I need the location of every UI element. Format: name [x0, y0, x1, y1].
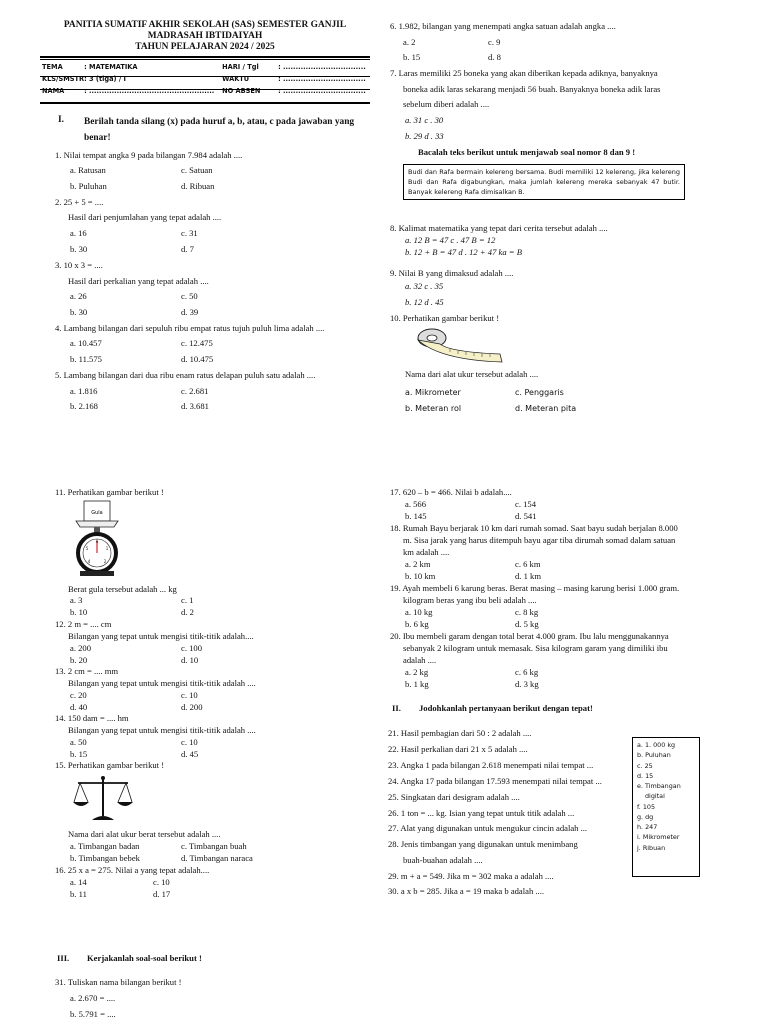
reading-passage: Budi dan Rafa bermain kelereng bersama. Budi memiliki 12 kelereng, jika kelereng Budi dan Rafa digabungkan, maka jumlah kelereng mereka sebanyak 47 butir. Banyak kelereng Rafa dimisalkan B. — [403, 164, 685, 200]
q14-option-c[interactable]: c. 10 — [181, 737, 198, 747]
q3-text: 3. 10 x 3 = .... — [55, 260, 103, 270]
q5-option-b[interactable]: b. 2.168 — [70, 401, 98, 411]
header-line-1: PANITIA SUMATIF AKHIR SEKOLAH (SAS) SEMESTER GANJIL — [63, 20, 347, 30]
info-divider-1 — [40, 76, 370, 77]
q11-subtext: Berat gula tersebut adalah ... kg — [68, 584, 177, 594]
q8-text: 8. Kalimat matematika yang tepat dari cerita tersebut adalah .... — [390, 223, 608, 233]
q20-line-2: sebanyak 2 kilogram untuk memasak. Sisa kilogram garam yang dimiliki ibu — [403, 643, 668, 653]
q1-option-c[interactable]: c. Satuan — [181, 165, 213, 175]
q12-subtext: Bilangan yang tepat untuk mengisi titik-titik adalah.... — [68, 631, 254, 641]
kls-label: KLS/SMSTR — [42, 74, 85, 83]
info-divider-2 — [40, 89, 370, 90]
q4-option-b[interactable]: b. 11.575 — [70, 354, 102, 364]
q16-option-b[interactable]: b. 11 — [70, 889, 87, 899]
match-answer-j[interactable]: j. Ribuan — [637, 843, 666, 852]
q18-line-1: 18. Rumah Bayu berjarak 10 km dari rumah somad. Saat bayu sudah berjalan 8.000 — [390, 523, 678, 533]
q3-option-c[interactable]: c. 50 — [181, 291, 198, 301]
q19-option-a[interactable]: a. 10 kg — [405, 607, 433, 617]
q18-line-2: m. Sisa jarak yang harus ditempuh bayu agar tiba dirumah somad dalam satuan — [403, 535, 676, 545]
section-1-instruction: Berilah tanda silang (x) pada huruf a, b, atau, c pada jawaban yang benar! — [84, 117, 355, 143]
q13-option-b[interactable]: d. 40 — [70, 702, 88, 712]
q1-text: 1. Nilai tempat angka 9 pada bilangan 7.984 adalah .... — [55, 150, 243, 160]
q18-option-d[interactable]: d. 1 km — [515, 571, 542, 581]
q12-option-d[interactable]: d. 10 — [181, 655, 199, 665]
match-answer-box — [632, 737, 700, 877]
match-answer-e-cont: digital — [645, 792, 665, 801]
waktu-label: WAKTU — [222, 74, 250, 83]
q10-text: 10. Perhatikan gambar berikut ! — [390, 313, 500, 323]
q4-option-a[interactable]: a. 10.457 — [70, 338, 102, 348]
q17-option-b[interactable]: b. 145 — [405, 511, 427, 521]
tema-value: : MATEMATIKA — [84, 62, 138, 71]
q11-option-b[interactable]: b. 10 — [70, 607, 88, 617]
q10-option-a[interactable]: a. Mikrometer — [405, 388, 461, 397]
student-info-table — [42, 61, 370, 97]
q10-option-d[interactable]: d. Meteran pita — [515, 404, 577, 413]
match-answer-e[interactable]: e. Timbangan — [637, 782, 681, 790]
q19-line-2: kilogram beras yang ibu beli adalah .... — [403, 595, 537, 605]
q17-option-a[interactable]: a. 566 — [405, 499, 427, 509]
q7-line-3: sebelum diberi adalah .... — [403, 99, 490, 109]
q20-option-d[interactable]: d. 3 kg — [515, 679, 539, 689]
q13-option-d[interactable]: d. 200 — [181, 702, 203, 712]
q4-option-d[interactable]: d. 10.475 — [181, 354, 214, 364]
q2-option-c[interactable]: c. 31 — [181, 228, 198, 238]
q6-option-a[interactable]: a. 2 — [403, 37, 416, 47]
q13-subtext: Bilangan yang tepat untuk mengisi titik-titik adalah .... — [68, 678, 256, 688]
q18-line-3: km adalah .... — [403, 547, 450, 557]
q20-option-a[interactable]: a. 2 kg — [405, 667, 429, 677]
weighing-scale-image — [74, 499, 134, 579]
match-q23: 23. Angka 1 pada bilangan 2.618 menempati nilai tempat ... — [388, 760, 594, 770]
q6-option-d[interactable]: d. 8 — [488, 52, 501, 62]
section-1-number: I. — [58, 115, 64, 125]
q17-text: 17. 620 – b = 466. Nilai b adalah.... — [390, 487, 512, 497]
q7-line-1: 7. Laras memiliki 25 boneka yang akan diberikan kepada adiknya, banyaknya — [390, 68, 658, 78]
section-3-instruction: Kerjakanlah soal-soal berikut ! — [87, 953, 202, 963]
nama-value[interactable]: : .................................................. — [84, 86, 215, 95]
waktu-value[interactable]: : ................................. — [278, 74, 366, 83]
match-q26: 26. 1 ton = ... kg. Isian yang tepat untuk titik adalah ... — [388, 808, 575, 818]
hari-label: HARI / Tgl — [222, 62, 259, 71]
header-line-3: TAHUN PELAJARAN 2024 / 2025 — [135, 41, 275, 52]
header-divider — [40, 56, 370, 60]
q12-text: 12. 2 m = .... cm — [55, 619, 112, 629]
q2-subtext: Hasil dari penjumlahan yang tepat adalah .... — [68, 212, 222, 222]
svg-text:1: 1 — [105, 546, 109, 551]
q11-option-c[interactable]: c. 1 — [181, 595, 194, 605]
q14-text: 14. 150 dam = .... hm — [55, 713, 129, 723]
q14-option-b[interactable]: b. 15 — [70, 749, 88, 759]
q2-option-d[interactable]: d. 7 — [181, 244, 194, 254]
q20-line-1: 20. Ibu membeli garam dengan total berat 4.000 gram. Ibu lalu menggunakannya — [390, 631, 669, 641]
q13-text: 13. 2 cm = .... mm — [55, 666, 119, 676]
match-q30: 30. a x b = 285. Jika a = 19 maka b adalah .... — [388, 886, 544, 896]
q14-subtext: Bilangan yang tepat untuk mengisi titik-titik adalah .... — [68, 725, 256, 735]
q6-option-b[interactable]: b. 15 — [403, 52, 421, 62]
q1-option-a[interactable]: a. Ratusan — [70, 165, 106, 175]
q20-option-b[interactable]: b. 1 kg — [405, 679, 429, 689]
svg-text:0: 0 — [95, 539, 99, 544]
q18-option-c[interactable]: c. 6 km — [515, 559, 541, 569]
header-line-2: MADRASAH IBTIDAIYAH — [147, 30, 263, 41]
absen-value[interactable]: : ................................. — [278, 86, 366, 95]
match-answer-b[interactable]: b. Puluhan — [637, 751, 671, 760]
match-q28: 28. Jenis timbangan yang digunakan untuk menimbang — [388, 839, 578, 849]
match-q27: 27. Alat yang digunakan untuk mengukur cincin adalah ... — [388, 823, 588, 833]
svg-text:2: 2 — [103, 559, 107, 564]
q15-text: 15. Perhatikan gambar berikut ! — [55, 760, 165, 770]
tema-label: TEMA — [42, 62, 63, 71]
q9-option-bd[interactable]: b. 12 d . 45 — [405, 297, 444, 307]
section-2-number: II. — [392, 703, 401, 713]
q12-option-b[interactable]: b. 20 — [70, 655, 88, 665]
q7-line-2: boneka adik laras sekarang menjadi 56 buah. Banyaknya boneka adik laras — [403, 84, 661, 94]
match-q25: 25. Singkatan dari desigram adalah .... — [388, 792, 520, 802]
q6-text: 6. 1.982, bilangan yang menempati angka satuan adalah angka .... — [390, 21, 616, 31]
q18-option-a[interactable]: a. 2 km — [405, 559, 431, 569]
q15-option-b[interactable]: b. Timbangan bebek — [70, 853, 140, 863]
q11-text: 11. Perhatikan gambar berikut ! — [55, 487, 164, 497]
q18-option-b[interactable]: b. 10 km — [405, 571, 436, 581]
q11-option-a[interactable]: a. 3 — [70, 595, 83, 605]
nama-label: NAMA — [42, 86, 65, 95]
q10-option-b[interactable]: b. Meteran rol — [405, 404, 462, 413]
q19-option-b[interactable]: b. 6 kg — [405, 619, 429, 629]
q8-option-ac[interactable]: a. 12 B = 47 c . 47 B = 12 — [405, 235, 496, 245]
section-2-instruction: Jodohkanlah pertanyaan berikut dengan tepat! — [419, 703, 593, 713]
match-q24: 24. Angka 17 pada bilangan 17.593 menempati nilai tempat ... — [388, 776, 602, 786]
q17-option-c[interactable]: c. 154 — [515, 499, 537, 509]
q4-text: 4. Lambang bilangan dari sepuluh ribu empat ratus tujuh puluh lima adalah .... — [55, 323, 325, 333]
q16-text: 16. 25 x a = 275. Nilai a yang tepat adalah.... — [55, 865, 210, 875]
q10-subtext: Nama dari alat ukur tersebut adalah .... — [405, 369, 539, 379]
q3-option-d[interactable]: d. 39 — [181, 307, 199, 317]
match-answer-g[interactable]: g. dg — [637, 812, 654, 821]
q5-option-d[interactable]: d. 3.681 — [181, 401, 209, 411]
reading-title: Bacalah teks berikut untuk menjawab soal nomor 8 dan 9 ! — [418, 147, 636, 157]
svg-text:5: 5 — [85, 546, 89, 551]
q5-option-a[interactable]: a. 1.816 — [70, 386, 98, 396]
q12-option-c[interactable]: c. 100 — [181, 643, 203, 653]
match-answer-c[interactable]: c. 25 — [637, 761, 653, 770]
q3-subtext: Hasil dari perkalian yang tepat adalah .... — [68, 276, 209, 286]
exam-header — [40, 20, 370, 52]
match-answer-i[interactable]: i. Mikrometer — [637, 833, 680, 842]
q9-text: 9. Nilai B yang dimaksud adalah .... — [390, 268, 514, 278]
q15-option-c[interactable]: c. Timbangan buah — [181, 841, 247, 851]
q19-line-1: 19. Ayah membeli 6 karung beras. Berat masing – masing karung berisi 1.000 gram. — [390, 583, 680, 593]
q4-option-c[interactable]: c. 12.475 — [181, 338, 213, 348]
q3-option-b[interactable]: b. 30 — [70, 307, 88, 317]
q1-option-b[interactable]: b. Puluhan — [70, 181, 107, 191]
match-q28-cont: buah-buahan adalah .... — [403, 855, 483, 865]
q12-option-a[interactable]: a. 200 — [70, 643, 92, 653]
q5-text: 5. Lambang bilangan dari dua ribu enam ratus delapan puluh satu adalah .... — [55, 370, 316, 380]
q15-option-a[interactable]: a. Timbangan badan — [70, 841, 140, 851]
q9-option-ac[interactable]: a. 32 c . 35 — [405, 281, 444, 291]
q7-option-bd[interactable]: b. 29 d . 33 — [405, 131, 444, 141]
q5-option-c[interactable]: c. 2.681 — [181, 386, 209, 396]
q15-subtext: Nama dari alat ukur berat tersebut adalah .... — [68, 829, 221, 839]
q20-line-3: adalah .... — [403, 655, 437, 665]
q11-option-d[interactable]: d. 2 — [181, 607, 194, 617]
q31-item-a[interactable]: a. 2.670 = .... — [70, 993, 116, 1003]
match-answer-a[interactable]: a. 1. 000 kg — [637, 741, 676, 749]
kls-value: : 3 (tiga) / I — [84, 74, 126, 83]
q16-option-a[interactable]: a. 14 — [70, 877, 87, 887]
q6-option-c[interactable]: c. 9 — [488, 37, 501, 47]
q8-option-bd[interactable]: b. 12 + B = 47 d . 12 + 47 ka = B — [405, 247, 523, 257]
section-3-number: III. — [57, 953, 70, 963]
match-q22: 22. Hasil perkalian dari 21 x 5 adalah .... — [388, 744, 528, 754]
q16-option-d[interactable]: d. 17 — [153, 889, 171, 899]
hari-value[interactable]: : ................................. — [278, 62, 366, 71]
q14-option-a[interactable]: a. 50 — [70, 737, 87, 747]
q3-option-a[interactable]: a. 26 — [70, 291, 87, 301]
svg-text:4: 4 — [87, 559, 91, 564]
q15-option-d[interactable]: d. Timbangan naraca — [181, 853, 253, 863]
match-answer-f[interactable]: f. 105 — [637, 802, 656, 811]
match-q29: 29. m + a = 549. Jika m = 302 maka a adalah .... — [388, 871, 554, 881]
q14-option-d[interactable]: d. 45 — [181, 749, 199, 759]
q2-option-a[interactable]: a. 16 — [70, 228, 87, 238]
balance-scale-image — [72, 774, 134, 822]
q7-option-ac[interactable]: a. 31 c . 30 — [405, 115, 444, 125]
measuring-tape-image — [410, 324, 505, 366]
q31-item-b[interactable]: b. 5.791 = .... — [70, 1009, 116, 1019]
match-q21: 21. Hasil pembagian dari 50 : 2 adalah .... — [388, 728, 532, 738]
q20-option-c[interactable]: c. 6 kg — [515, 667, 539, 677]
sugar-bag-label: Gula — [91, 510, 103, 516]
q31-text: 31. Tuliskan nama bilangan berikut ! — [55, 977, 182, 987]
q13-option-c[interactable]: c. 10 — [181, 690, 198, 700]
q10-option-c[interactable]: c. Penggaris — [515, 388, 564, 397]
match-answer-h[interactable]: h. 247 — [637, 823, 658, 831]
q19-option-c[interactable]: c. 8 kg — [515, 607, 539, 617]
q13-option-a[interactable]: c. 20 — [70, 690, 87, 700]
q17-option-d[interactable]: d. 541 — [515, 511, 537, 521]
q2-text: 2. 25 + 5 = .... — [55, 197, 104, 207]
info-divider-3 — [40, 102, 370, 104]
q19-option-d[interactable]: d. 5 kg — [515, 619, 539, 629]
absen-label: NO ABSEN — [222, 86, 261, 95]
q2-option-b[interactable]: b. 30 — [70, 244, 88, 254]
q16-option-c[interactable]: c. 10 — [153, 877, 170, 887]
q1-option-d[interactable]: d. Ribuan — [181, 181, 215, 191]
match-answer-d[interactable]: d. 15 — [637, 771, 654, 780]
